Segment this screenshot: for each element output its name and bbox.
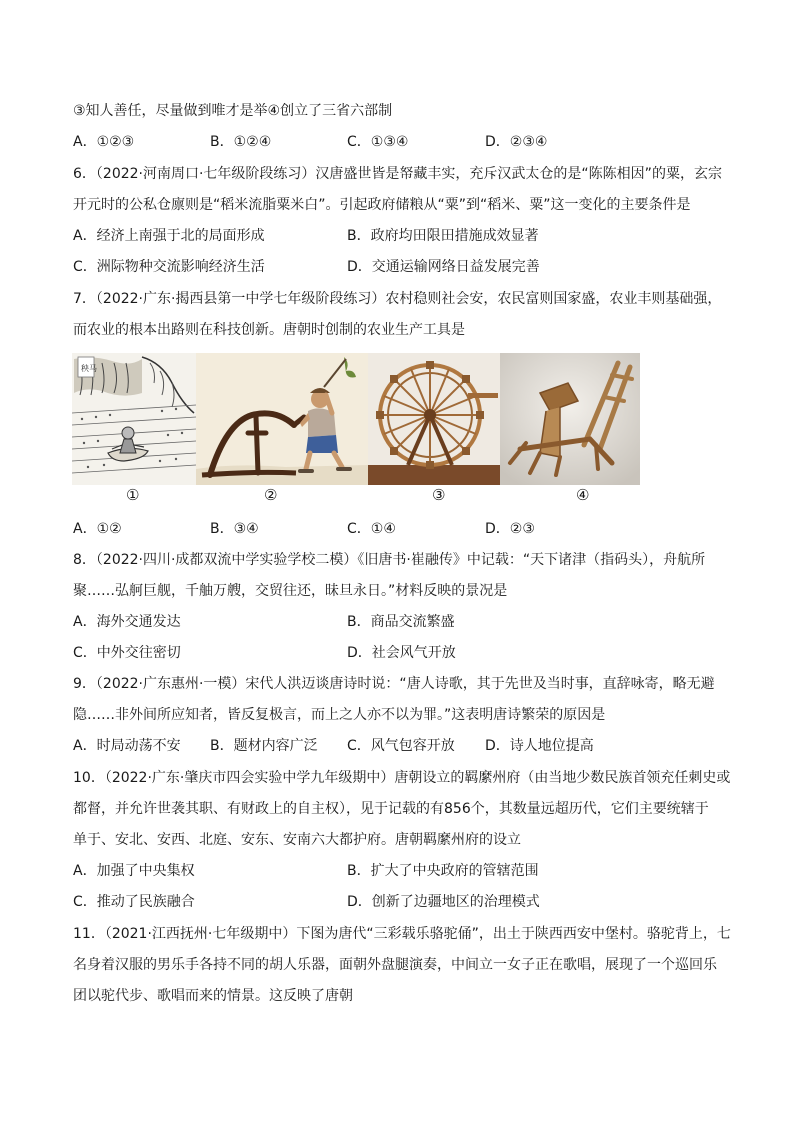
q10-option-d[interactable]: D．创新了边疆地区的治理模式 — [347, 894, 540, 910]
q8-option-b[interactable]: B．商品交流繁盛 — [347, 614, 455, 630]
q8-option-c[interactable]: C．中外交往密切 — [73, 645, 181, 661]
q8-option-d[interactable]: D．社会风气开放 — [347, 645, 456, 661]
q9-option-c[interactable]: C．风气包容开放 — [347, 738, 455, 754]
tool-image-1 — [72, 353, 196, 485]
q7-option-b[interactable]: B．③④ — [210, 521, 259, 537]
q10-option-a[interactable]: A．加强了中央集权 — [73, 863, 195, 879]
q6-option-b[interactable]: B．政府均田限田措施成效显著 — [347, 228, 539, 244]
q9-option-a[interactable]: A．时局动荡不安 — [73, 738, 181, 754]
q5-option-a[interactable]: A．①②③ — [73, 134, 135, 150]
tool-image-3-label: ③ — [432, 486, 446, 504]
q10-option-b[interactable]: B．扩大了中央政府的管辖范围 — [347, 863, 539, 879]
tool-image-2-label: ② — [264, 486, 278, 504]
q5-statement-continued: ③知人善任，尽量做到唯才是举④创立了三省六部制 — [73, 103, 393, 119]
q7-stem-line-2: 而农业的根本出路则在科技创新。唐朝时创制的农业生产工具是 — [73, 322, 465, 338]
q10-stem-line-3: 单于、安北、安西、北庭、安东、安南六大都护府。唐朝羁縻州府的设立 — [73, 832, 521, 848]
tool-image-3 — [368, 353, 500, 485]
q7-option-a[interactable]: A．①② — [73, 521, 122, 537]
q8-stem-line-2: 聚……弘舸巨舰，千舳万艘，交贸往还，昧旦永日。”材料反映的景况是 — [73, 583, 508, 599]
q6-option-d[interactable]: D．交通运输网络日益发展完善 — [347, 259, 540, 275]
q6-stem-line-2: 开元时的公私仓廪则是“稻米流脂粟米白”。引起政府储粮从“粟”到“稻米、粟”这一变化的主要条件是 — [73, 197, 691, 213]
q10-stem-line-2: 都督，并允许世袭其职、有财政上的自主权），见于记载的有856个，其数量远超历代，它们主要统辖于 — [73, 801, 709, 817]
q9-stem-line-1: 9．（2022·广东惠州·一模）宋代人洪迈谈唐诗时说：“唐人诗歌，其于先世及当时事，直辞咏寄，略无避 — [73, 676, 715, 692]
q9-option-d[interactable]: D．诗人地位提高 — [485, 738, 594, 754]
q8-stem-line-1: 8．（2022·四川·成都双流中学实验学校二模）《旧唐书·崔融传》中记载：“天下诸津（指码头），舟航所 — [73, 552, 706, 568]
q10-stem-line-1: 10．（2022·广东·肇庆市四会实验中学九年级期中）唐朝设立的羁縻州府（由当地少数民族首领充任刺史或 — [73, 770, 731, 786]
svg-text:秧马: 秧马 — [81, 364, 97, 373]
q5-option-d[interactable]: D．②③④ — [485, 134, 548, 150]
q6-option-a[interactable]: A．经济上南强于北的局面形成 — [73, 228, 265, 244]
q5-option-b[interactable]: B．①②④ — [210, 134, 272, 150]
tool-image-4 — [500, 353, 640, 485]
q11-stem-line-1: 11．（2021·江西抚州·七年级期中）下图为唐代“三彩载乐骆驼俑”，出土于陕西西安中堡村。骆驼背上，七 — [73, 926, 731, 942]
q7-option-d[interactable]: D．②③ — [485, 521, 535, 537]
q11-stem-line-3: 团以驼代步、歌唱而来的情景。这反映了唐朝 — [73, 988, 353, 1004]
tool-image-2 — [196, 353, 368, 485]
q6-option-c[interactable]: C．洲际物种交流影响经济生活 — [73, 259, 265, 275]
q10-option-c[interactable]: C．推动了民族融合 — [73, 894, 195, 910]
q7-stem-line-1: 7．（2022·广东·揭西县第一中学七年级阶段练习）农村稳则社会安，农民富则国家盛，农业丰则基础强， — [73, 291, 722, 307]
q11-stem-line-2: 名身着汉服的男乐手各持不同的胡人乐器，面朝外盘腿演奏，中间立一女子正在歌唱，展现了一个巡回乐 — [73, 957, 717, 973]
tool-image-1-label: ① — [126, 486, 140, 504]
q9-option-b[interactable]: B．题材内容广泛 — [210, 738, 318, 754]
q9-stem-line-2: 隐……非外间所应知者，皆反复极言，而上之人亦不以为罪。”这表明唐诗繁荣的原因是 — [73, 707, 606, 723]
q6-stem-line-1: 6．（2022·河南周口·七年级阶段练习）汉唐盛世皆是帑藏丰实，充斥汉武太仓的是“陈陈相因”的粟，玄宗 — [73, 166, 722, 182]
q8-option-a[interactable]: A．海外交通发达 — [73, 614, 181, 630]
q5-option-c[interactable]: C．①③④ — [347, 134, 409, 150]
q7-option-c[interactable]: C．①④ — [347, 521, 396, 537]
tool-image-4-label: ④ — [576, 486, 590, 504]
